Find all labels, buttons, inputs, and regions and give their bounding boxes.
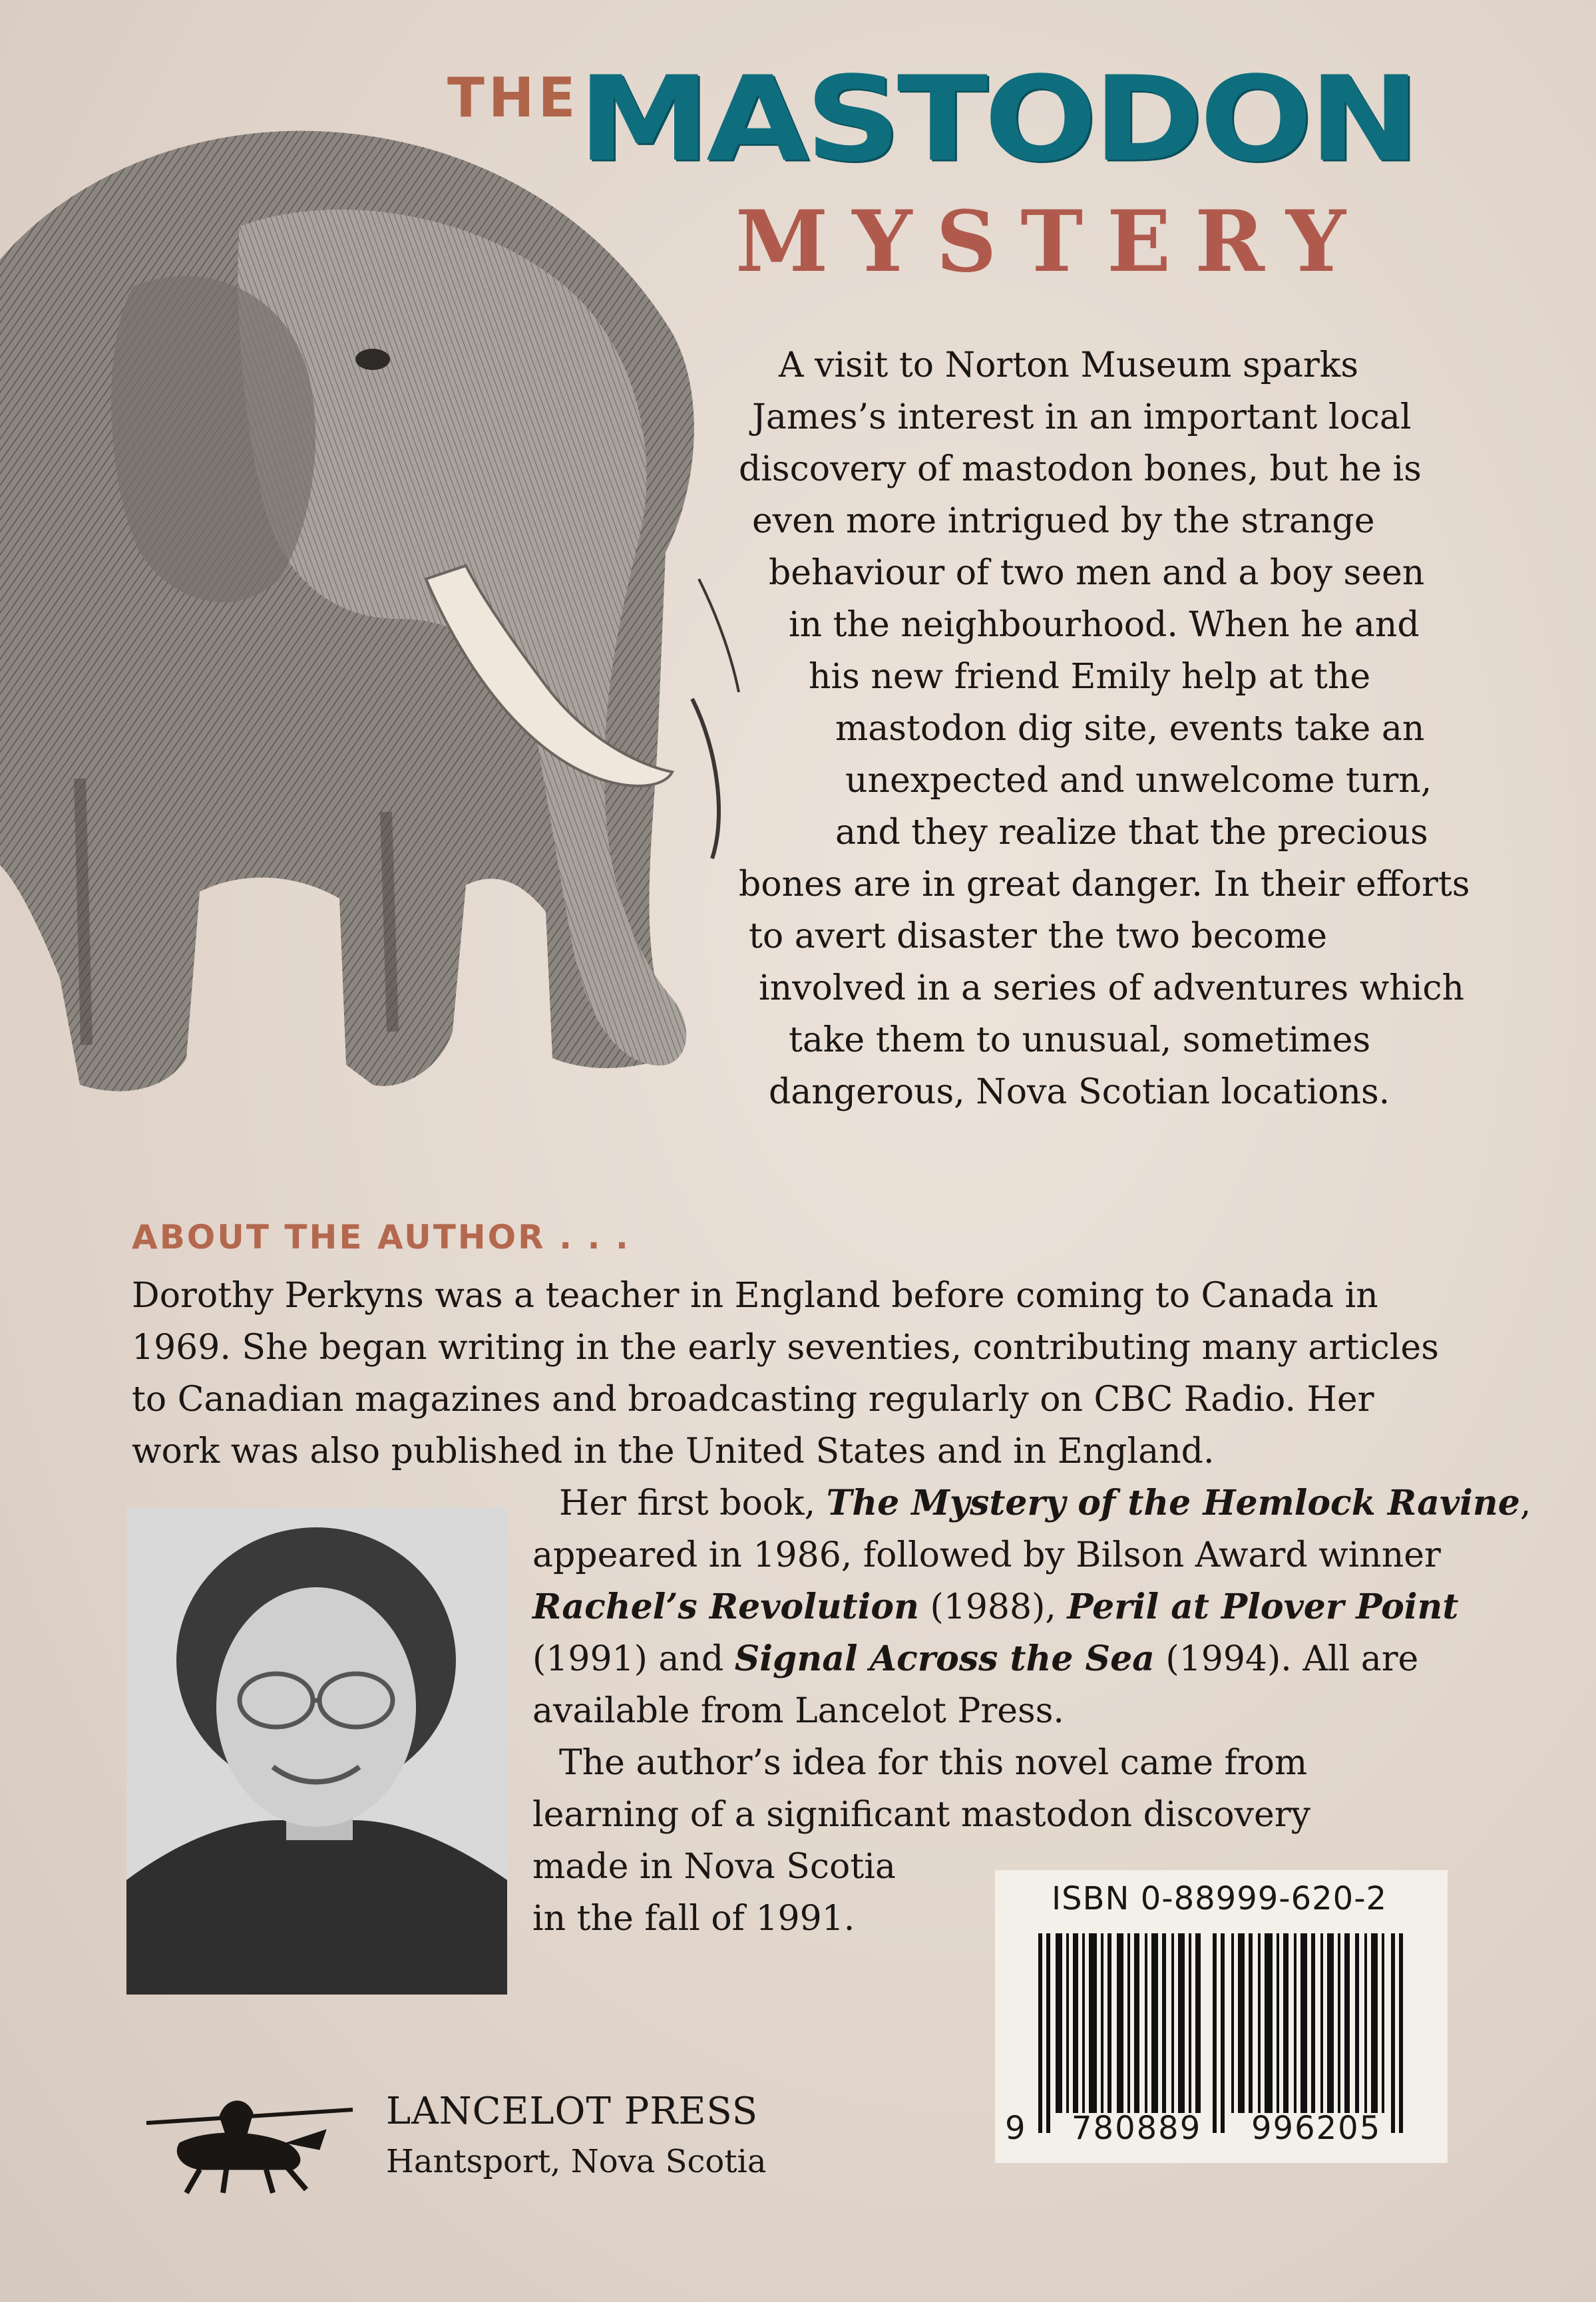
bio-text: (1991) and <box>532 1639 735 1679</box>
title-the: THE <box>447 67 580 130</box>
barcode-digits-right: 996205 <box>1251 2110 1382 2147</box>
bio-line: work was also published in the United States and in England. <box>132 1432 1215 1471</box>
bio-text: (1994). All are <box>1154 1639 1419 1679</box>
author-photo <box>126 1507 507 1995</box>
blurb-line: unexpected and unwelcome turn, <box>845 761 1432 801</box>
blurb-line: discovery of mastodon bones, but he is <box>739 449 1422 489</box>
book-title: The Mystery of the Hemlock Ravine <box>826 1483 1520 1523</box>
blurb-line: dangerous, Nova Scotian locations. <box>769 1072 1390 1112</box>
bio-text: , <box>1519 1483 1531 1523</box>
mastodon-illustration <box>0 113 752 1165</box>
blurb-line: involved in a series of adventures which <box>759 968 1465 1008</box>
blurb-line: A visit to Norton Museum sparks <box>779 345 1358 385</box>
bio-line: to Canadian magazines and broadcasting regularly on CBC Radio. Her <box>132 1380 1374 1420</box>
blurb-line: behaviour of two men and a boy seen <box>769 553 1425 593</box>
book-title: Peril at Plover Point <box>1067 1587 1459 1627</box>
blurb-line: to avert disaster the two become <box>749 916 1328 956</box>
blurb-line: mastodon dig site, events take an <box>835 709 1425 749</box>
bio-text: Her first book, <box>559 1483 827 1523</box>
author-bio-paragraph-1 <box>132 1270 1529 1477</box>
title-subtitle: MYSTERY <box>735 192 1370 291</box>
lancelot-knight-logo-icon <box>140 2083 359 2196</box>
bio-line: 1969. She began writing in the early seventies, contributing many articles <box>132 1328 1439 1368</box>
bio-line <box>532 1477 1531 1529</box>
blurb-line: in the neighbourhood. When he and <box>789 605 1420 645</box>
bio-line: appeared in 1986, followed by Bilson Award winner <box>532 1535 1441 1575</box>
title-main: MASTODON <box>578 51 1416 188</box>
blurb-line: take them to unusual, sometimes <box>789 1020 1371 1060</box>
barcode-digit-left: 9 <box>1005 2110 1026 2147</box>
barcode-digits-middle: 780889 <box>1072 2110 1202 2147</box>
barcode-icon <box>1038 1933 1411 2133</box>
blurb-line: James’s interest in an important local <box>752 397 1412 437</box>
bio-line: in the fall of 1991. <box>532 1899 855 1939</box>
book-title: Signal Across the Sea <box>734 1638 1155 1679</box>
blurb-line: his new friend Emily help at the <box>809 657 1371 697</box>
book-title: Rachel’s Revolution <box>532 1587 919 1627</box>
bio-line <box>532 1581 1464 1633</box>
bio-line: learning of a significant mastodon discovery <box>532 1795 1310 1835</box>
bio-line <box>532 1633 1464 1685</box>
publisher-name: LANCELOT PRESS <box>386 2090 759 2133</box>
about-author-heading: ABOUT THE AUTHOR . . . <box>132 1218 630 1256</box>
bio-line: The author’s idea for this novel came from <box>559 1743 1308 1783</box>
blurb-line: even more intrigued by the strange <box>752 501 1375 541</box>
blurb <box>692 339 1571 1118</box>
bio-line: made in Nova Scotia <box>532 1847 896 1887</box>
bio-line: available from Lancelot Press. <box>532 1691 1064 1731</box>
bio-text: (1988), <box>918 1587 1068 1627</box>
author-portrait-icon <box>126 1507 507 1995</box>
bio-line: Dorothy Perkyns was a teacher in England before coming to Canada in <box>132 1276 1378 1316</box>
isbn-number: ISBN 0-88999-620-2 <box>1052 1880 1388 1917</box>
blurb-line: bones are in great danger. In their efforts <box>739 864 1470 904</box>
publisher-location: Hantsport, Nova Scotia <box>386 2143 767 2180</box>
blurb-line: and they realize that the precious <box>835 813 1428 853</box>
